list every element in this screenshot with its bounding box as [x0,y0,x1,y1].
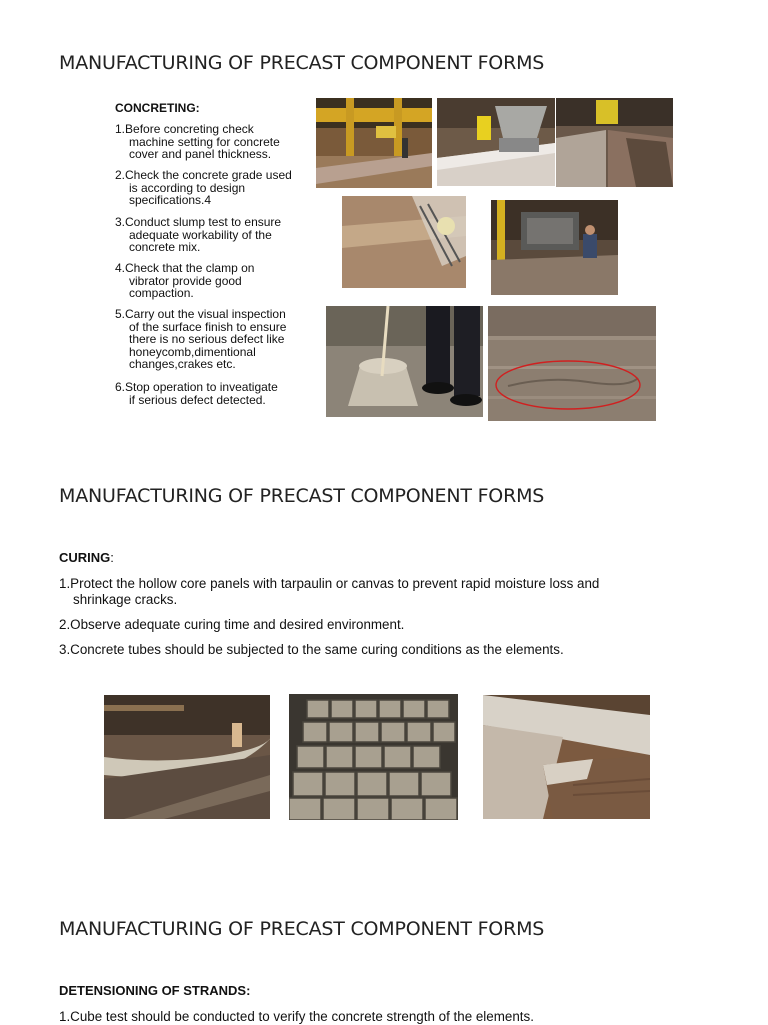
item-number: 2. [59,617,71,632]
list-item [59,617,699,633]
item-text-continued: of the surface finish to ensure [129,319,287,334]
item-text-continued: specifications.4 [129,193,212,207]
item-number: 6. [115,380,126,394]
section-label-detensioning: DETENSIONING OF STRANDS: [59,983,251,998]
casting-bed-machine-photo [556,98,673,187]
item-text-continued: vibrator provide good [129,273,242,288]
item-text-continued: honeycomb,dimentional [129,344,256,359]
item-text: Carry out the visual inspection [125,307,286,321]
screed-tool-on-slab-photo [342,196,466,288]
list-item [59,642,699,658]
item-number: 4. [115,261,126,275]
item-text: Check the concrete grade used [125,168,292,182]
item-text-continued: is according to design [129,180,246,195]
section-heading: MANUFACTURING OF PRECAST COMPONENT FORMS [59,918,545,940]
item-text: Protect the hollow core panels with tarpaulin or canvas to prevent rapid moisture loss and [70,576,600,591]
factory-crane-photo [316,98,432,188]
item-text: Cube test should be conducted to verify the concrete strength of the elements. [70,1009,534,1024]
item-number: 5. [115,307,126,321]
item-text-continued: machine setting for concrete [129,134,280,149]
section-label-curing [59,550,114,565]
list-item [115,308,320,371]
item-number: 2. [115,168,126,182]
item-text-continued: adequate workability of the [129,227,272,242]
item-text-continued: there is no serious defect like [129,332,285,346]
item-text-continued: cover and panel thickness. [129,147,272,161]
concrete-hopper-machine-photo [437,98,555,186]
section-label-colon: : [110,550,114,565]
item-number: 1. [59,1009,71,1024]
item-text-continued: changes,crakes etc. [129,357,236,371]
list-item [115,381,320,406]
section-label-concreting: CONCRETING: [115,101,200,115]
list-item [115,262,320,300]
item-text: Check that the clamp on [125,261,255,275]
list-item [59,1009,699,1025]
item-number: 3. [59,642,71,657]
defect-surface-photo [488,306,656,421]
section-heading: MANUFACTURING OF PRECAST COMPONENT FORMS [59,52,545,74]
item-number: 3. [115,215,126,229]
list-item [115,123,320,161]
section-heading: MANUFACTURING OF PRECAST COMPONENT FORMS [59,485,545,507]
curing-list [59,576,699,658]
item-number: 1. [59,576,71,591]
item-text: Conduct slump test to ensure [125,215,282,229]
item-text-continued: concrete mix. [129,240,201,254]
item-number: 1. [115,122,126,136]
item-text: Stop operation to inveatigate [125,380,278,394]
list-item [59,576,699,608]
item-text-continued: shrinkage cracks. [73,592,178,607]
section-label-text: CURING [59,550,111,565]
list-item [115,216,320,254]
tarpaulin-cover-photo [483,695,650,819]
item-text-continued: compaction. [129,286,194,300]
list-item [115,169,320,207]
test-cubes-photo [289,694,458,820]
concreting-list [115,123,320,413]
extruder-machine-photo [491,200,618,295]
item-text: Before concreting check [125,122,254,136]
slump-test-photo [326,306,483,417]
item-text: Observe adequate curing time and desired environment. [70,617,405,632]
item-text: Concrete tubes should be subjected to the same curing conditions as the elements. [70,642,564,657]
item-text-continued: if serious defect detected. [129,392,266,407]
detensioning-list [59,1009,699,1025]
covered-panel-photo [104,695,270,819]
